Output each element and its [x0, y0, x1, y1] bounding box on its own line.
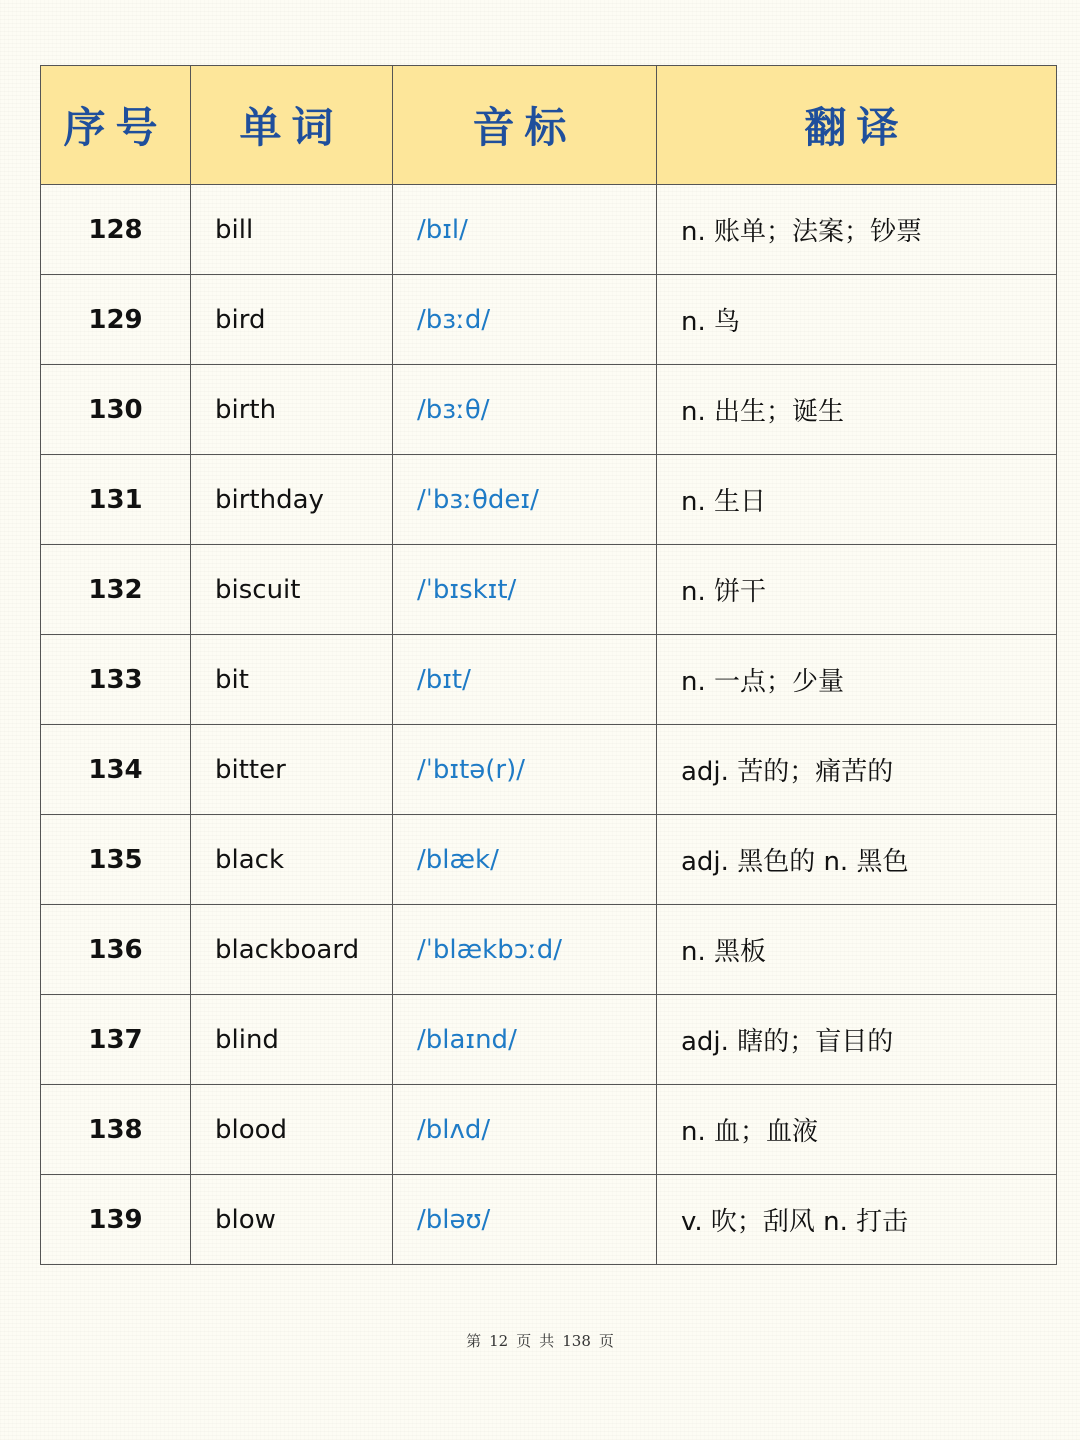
row-word: bird [191, 275, 393, 365]
table-row [41, 275, 1057, 365]
page-footer [0, 1330, 1080, 1351]
row-translation: adj. 苦的；痛苦的 [657, 725, 1057, 815]
row-phonetic: /blaɪnd/ [393, 995, 657, 1085]
table-row [41, 635, 1057, 725]
row-number: 132 [41, 545, 191, 635]
table-row [41, 545, 1057, 635]
row-phonetic: /bɪt/ [393, 635, 657, 725]
table-row [41, 185, 1057, 275]
row-word: blind [191, 995, 393, 1085]
footer-prefix: 第 [466, 1332, 482, 1350]
row-word: blow [191, 1175, 393, 1265]
row-translation: v. 吹；刮风 n. 打击 [657, 1175, 1057, 1265]
row-number: 134 [41, 725, 191, 815]
footer-total-prefix: 共 [539, 1332, 555, 1350]
row-phonetic: /ˈbɪskɪt/ [393, 545, 657, 635]
table-row [41, 815, 1057, 905]
table-row [41, 365, 1057, 455]
header-word: 单词 [191, 66, 393, 185]
row-word: bit [191, 635, 393, 725]
table-header [41, 66, 1057, 185]
row-number: 130 [41, 365, 191, 455]
row-phonetic: /ˈbɪtə(r)/ [393, 725, 657, 815]
row-phonetic: /bləʊ/ [393, 1175, 657, 1265]
row-number: 137 [41, 995, 191, 1085]
header-row [41, 66, 1057, 185]
row-word: bill [191, 185, 393, 275]
table-row [41, 725, 1057, 815]
row-translation: n. 生日 [657, 455, 1057, 545]
row-number: 131 [41, 455, 191, 545]
row-translation: adj. 黑色的 n. 黑色 [657, 815, 1057, 905]
header-translation: 翻译 [657, 66, 1057, 185]
row-translation: n. 账单；法案；钞票 [657, 185, 1057, 275]
row-number: 136 [41, 905, 191, 995]
row-word: black [191, 815, 393, 905]
vocabulary-table [40, 65, 1057, 1265]
row-phonetic: /bɜːθ/ [393, 365, 657, 455]
row-phonetic: /bɪl/ [393, 185, 657, 275]
table-row [41, 1085, 1057, 1175]
row-number: 133 [41, 635, 191, 725]
row-phonetic: /blæk/ [393, 815, 657, 905]
table-body [41, 185, 1057, 1265]
row-phonetic: /ˈbɜːθdeɪ/ [393, 455, 657, 545]
footer-current-page: 12 [489, 1332, 509, 1350]
row-number: 129 [41, 275, 191, 365]
footer-total-pages: 138 [562, 1332, 591, 1350]
row-translation: n. 鸟 [657, 275, 1057, 365]
row-word: blood [191, 1085, 393, 1175]
footer-page-word: 页 [516, 1332, 532, 1350]
table-row [41, 995, 1057, 1085]
row-word: birthday [191, 455, 393, 545]
row-phonetic: /blʌd/ [393, 1085, 657, 1175]
row-word: bitter [191, 725, 393, 815]
row-word: blackboard [191, 905, 393, 995]
row-translation: adj. 瞎的；盲目的 [657, 995, 1057, 1085]
footer-suffix: 页 [598, 1332, 614, 1350]
row-phonetic: /ˈblækbɔːd/ [393, 905, 657, 995]
header-number: 序号 [41, 66, 191, 185]
table-row [41, 905, 1057, 995]
row-word: biscuit [191, 545, 393, 635]
header-phonetic: 音标 [393, 66, 657, 185]
row-translation: n. 血；血液 [657, 1085, 1057, 1175]
row-number: 139 [41, 1175, 191, 1265]
row-number: 128 [41, 185, 191, 275]
row-phonetic: /bɜːd/ [393, 275, 657, 365]
table-row [41, 455, 1057, 545]
row-number: 135 [41, 815, 191, 905]
row-translation: n. 黑板 [657, 905, 1057, 995]
row-translation: n. 一点；少量 [657, 635, 1057, 725]
table-row [41, 1175, 1057, 1265]
row-translation: n. 饼干 [657, 545, 1057, 635]
row-translation: n. 出生；诞生 [657, 365, 1057, 455]
row-word: birth [191, 365, 393, 455]
row-number: 138 [41, 1085, 191, 1175]
